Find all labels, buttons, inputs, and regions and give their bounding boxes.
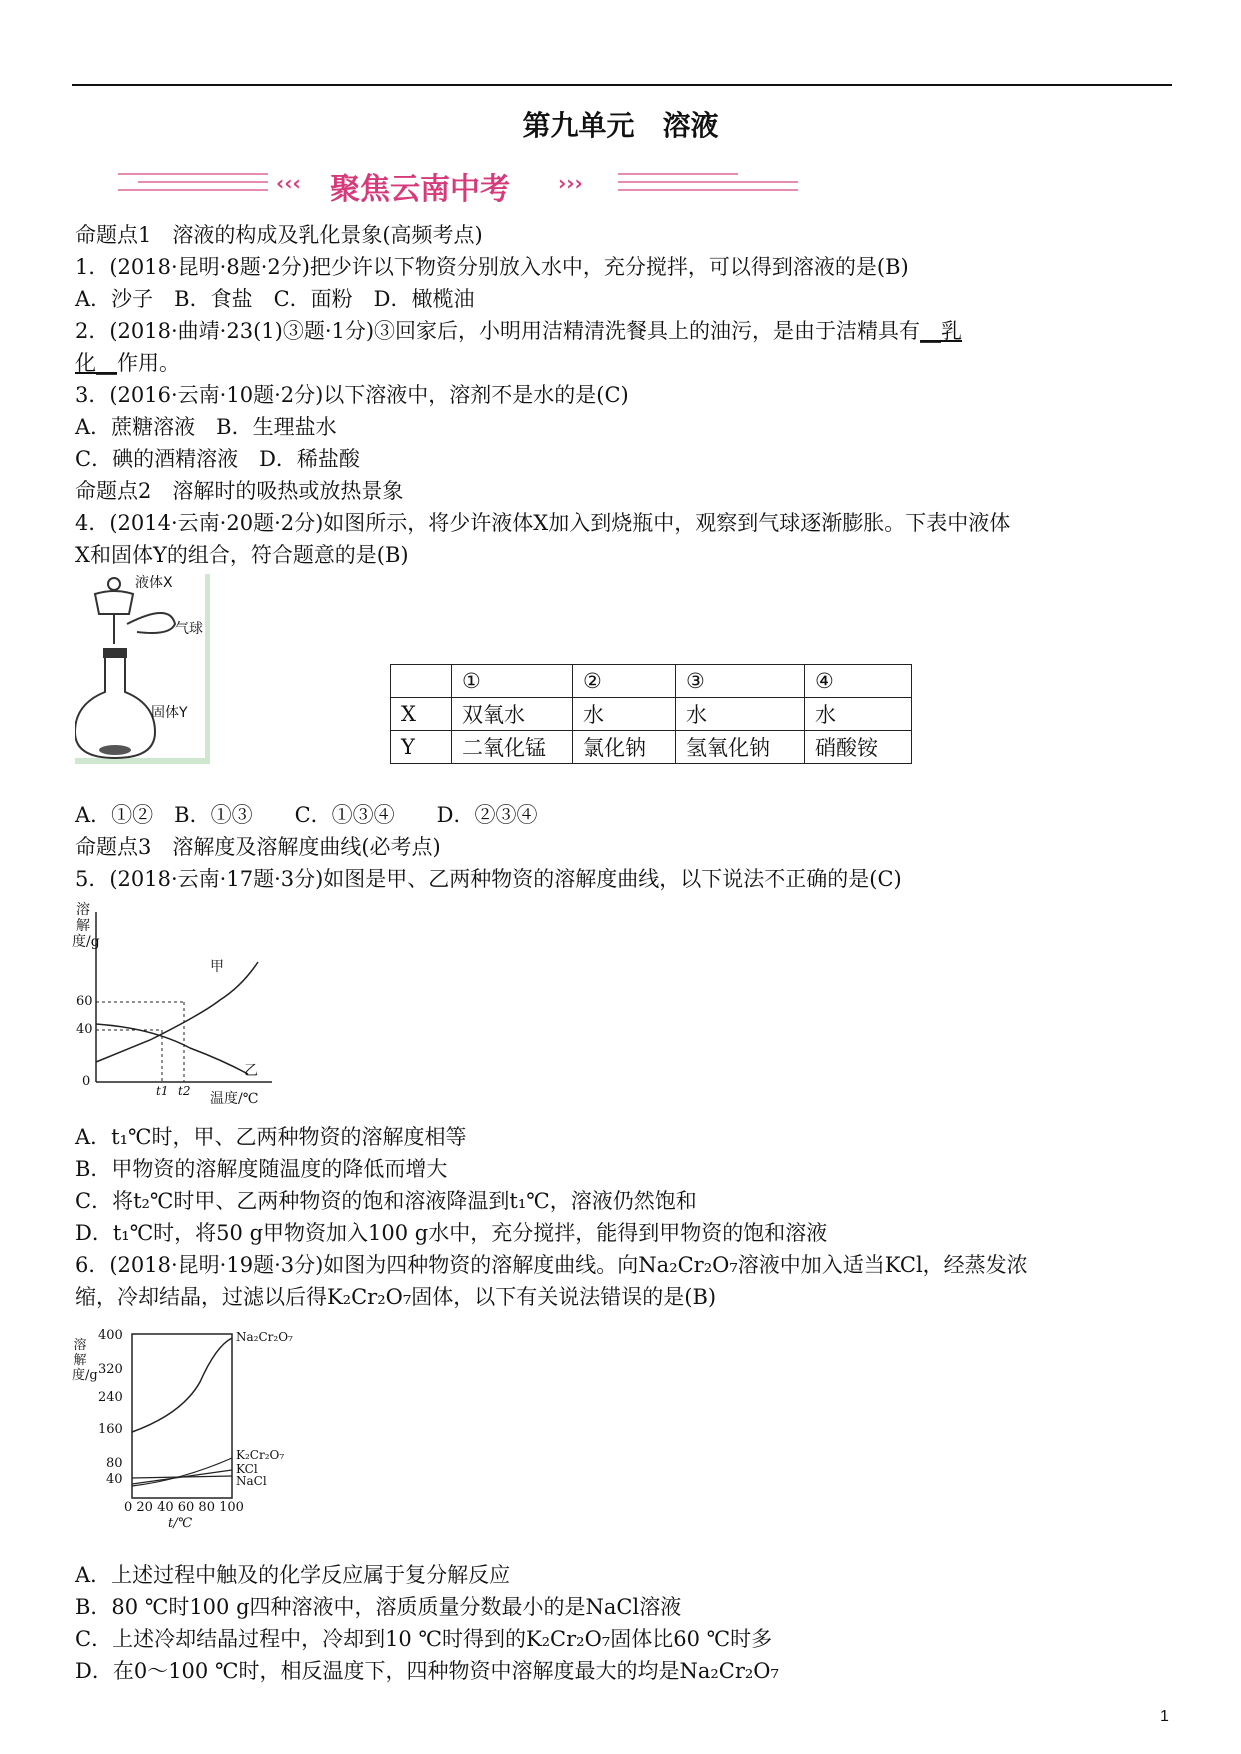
q3-options-2: C．碘的酒精溶液 D．稀盐酸 bbox=[75, 447, 360, 471]
table-cell: 硝酸铵 bbox=[805, 731, 912, 764]
table-cell: ② bbox=[573, 665, 676, 698]
table-cell: 氯化钠 bbox=[573, 731, 676, 764]
q6-option-d: D．在0～100 ℃时，相反温度下，四种物资中溶解度最大的均是Na₂Cr₂O₇ bbox=[75, 1659, 779, 1683]
q5-series-a-label: 甲 bbox=[210, 959, 224, 975]
banner-text: 聚焦云南中考 bbox=[330, 172, 510, 207]
q5-curve-chart bbox=[72, 902, 282, 1112]
q4-options: A．①② B．①③ C．①③④ D．②③④ bbox=[75, 803, 538, 827]
q5-solubility-figure bbox=[72, 902, 282, 1112]
page-number: 1 bbox=[1160, 1708, 1169, 1725]
q6-label-kcl: KCl bbox=[236, 1462, 258, 1476]
q6-ytick: 80 bbox=[106, 1456, 123, 1471]
q5-stem: 5．(2018·云南·17题·3分)如图是甲、乙两种物资的溶解度曲线，以下说法不正确的是(C) bbox=[75, 867, 902, 891]
q1-options: A．沙子 B．食盐 C．面粉 D．橄榄油 bbox=[75, 287, 475, 311]
table-cell: ③ bbox=[676, 665, 805, 698]
q6-option-a: A．上述过程中触及的化学反应属于复分解反应 bbox=[75, 1563, 511, 1587]
q5-ytick: 40 bbox=[76, 1022, 93, 1037]
q2-stem bbox=[75, 316, 962, 346]
table-cell: ④ bbox=[805, 665, 912, 698]
q5-ytick: 60 bbox=[76, 994, 93, 1009]
q6-label-na2cr2o7: Na₂Cr₂O₇ bbox=[236, 1330, 293, 1344]
q1-stem: 1．(2018·昆明·8题·2分)把少许以下物资分别放入水中，充分搅拌，可以得到溶液的是(B) bbox=[75, 255, 909, 279]
svg-text:‹‹‹: ‹‹‹ bbox=[276, 171, 301, 195]
flask-diagram bbox=[75, 574, 210, 764]
q6-xlabel: t/℃ bbox=[168, 1516, 193, 1531]
q6-ytick: 40 bbox=[106, 1472, 123, 1487]
q4-apparatus-figure bbox=[75, 574, 210, 764]
label-balloon: 气球 bbox=[175, 621, 203, 637]
q2-continuation bbox=[75, 348, 180, 378]
table-cell bbox=[391, 665, 452, 698]
table-cell: 双氧水 bbox=[452, 698, 573, 731]
table-cell: X bbox=[391, 698, 452, 731]
q3-options-1: A．蔗糖溶液 B．生理盐水 bbox=[75, 415, 337, 439]
q4-stem-1: 4．(2014·云南·20题·2分)如图所示，将少许液体X加入到烧瓶中，观察到气球逐渐膨胀。下表中液体 bbox=[75, 511, 1011, 535]
q6-ytick: 320 bbox=[98, 1362, 123, 1377]
q6-stem-2: 缩，冷却结晶，过滤以后得K₂Cr₂O₇固体，以下有关说法错误的是(B) bbox=[75, 1285, 717, 1309]
top-rule bbox=[72, 84, 1172, 86]
table-cell: ① bbox=[452, 665, 573, 698]
q5-option-b: B．甲物资的溶解度随温度的降低而增大 bbox=[75, 1157, 448, 1181]
q5-xtick: t1 bbox=[156, 1084, 169, 1098]
q6-stem-1: 6．(2018·昆明·19题·3分)如图为四种物资的溶解度曲线。向Na₂Cr₂O₇溶液中加入适当KCl，经蒸发浓 bbox=[75, 1253, 1028, 1277]
q6-label-k2cr2o7: K₂Cr₂O₇ bbox=[236, 1448, 285, 1462]
table-cell: 氢氧化钠 bbox=[676, 731, 805, 764]
q2-stem-text: 2．(2018·曲靖·23(1)③题·1分)③回家后，小明用洁精清洗餐具上的油污，是由于洁精具有 bbox=[75, 319, 921, 343]
section-heading-3: 命题点3 溶解度及溶解度曲线(必考点) bbox=[75, 835, 441, 859]
table-row bbox=[391, 731, 912, 764]
q6-label-nacl: NaCl bbox=[236, 1474, 267, 1488]
q5-option-a: A．t₁℃时，甲、乙两种物资的溶解度相等 bbox=[75, 1125, 467, 1149]
table-cell: 水 bbox=[573, 698, 676, 731]
q6-ylabel: 溶解度/g bbox=[72, 1338, 98, 1383]
q5-xlabel: 温度/℃ bbox=[210, 1091, 259, 1107]
label-solid-y: 固体Y bbox=[151, 705, 188, 721]
table-cell: 水 bbox=[805, 698, 912, 731]
q6-ytick: 240 bbox=[98, 1390, 123, 1405]
q6-xticks: 0 20 40 60 80 100 bbox=[124, 1500, 244, 1515]
q6-ytick: 400 bbox=[98, 1328, 123, 1343]
q4-table bbox=[390, 664, 912, 764]
section-banner bbox=[118, 160, 818, 207]
page-title: 第九单元 溶液 bbox=[522, 109, 719, 142]
q4-stem-2: X和固体Y的组合，符合题意的是(B) bbox=[75, 543, 409, 567]
section-heading-2: 命题点2 溶解时的吸热或放热景象 bbox=[75, 479, 404, 503]
q2-tail: 作用。 bbox=[117, 351, 180, 375]
table-cell: Y bbox=[391, 731, 452, 764]
table-cell: 水 bbox=[676, 698, 805, 731]
q6-solubility-figure bbox=[72, 1318, 293, 1531]
q2-answer-a: __乳 bbox=[920, 319, 963, 343]
q5-option-c: C．将t₂℃时甲、乙两种物资的饱和溶液降温到t₁℃，溶液仍然饱和 bbox=[75, 1189, 697, 1213]
table-cell: 二氧化锰 bbox=[452, 731, 573, 764]
q5-xtick: t2 bbox=[178, 1084, 191, 1098]
section-heading-1: 命题点1 溶液的构成及乳化景象(高频考点) bbox=[75, 223, 483, 247]
q5-ylabel: 溶解度/g bbox=[72, 902, 100, 950]
svg-text:›››: ››› bbox=[558, 171, 583, 195]
q5-ytick: 0 bbox=[82, 1074, 91, 1089]
q6-ytick: 160 bbox=[98, 1422, 123, 1437]
q6-option-b: B．80 ℃时100 g四种溶液中，溶质质量分数最小的是NaCl溶液 bbox=[75, 1595, 682, 1619]
table-row bbox=[391, 665, 912, 698]
label-liquid-x: 液体X bbox=[135, 575, 173, 591]
q2-answer-b: 化__ bbox=[75, 351, 117, 375]
table-row bbox=[391, 698, 912, 731]
q3-stem: 3．(2016·云南·10题·2分)以下溶液中，溶剂不是水的是(C) bbox=[75, 383, 629, 407]
q5-option-d: D．t₁℃时，将50 g甲物资加入100 g水中，充分搅拌，能得到甲物资的饱和溶液 bbox=[75, 1221, 828, 1245]
q6-option-c: C．上述冷却结晶过程中，冷却到10 ℃时得到的K₂Cr₂O₇固体比60 ℃时多 bbox=[75, 1627, 773, 1651]
q5-series-b-label: 乙 bbox=[244, 1063, 258, 1079]
